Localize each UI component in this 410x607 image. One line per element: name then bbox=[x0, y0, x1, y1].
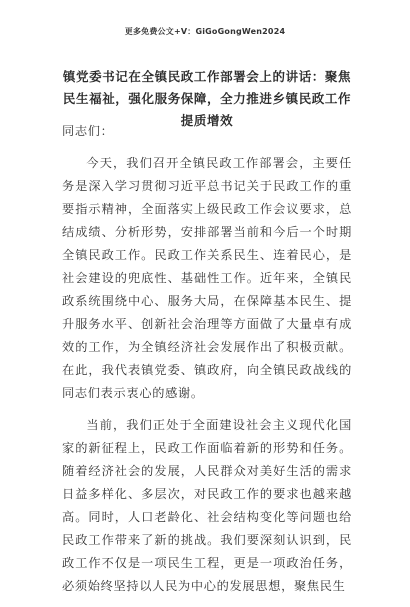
document-body bbox=[62, 120, 352, 607]
salutation: 同志们： bbox=[62, 124, 114, 138]
header-note: 更多免费公文+V：GiGoGongWen2024 bbox=[124, 27, 286, 36]
document-title: 镇党委书记在全镇民政工作部署会上的讲话：聚焦民生福祉，强化服务保障，全力推进乡镇民政工作提质增效 bbox=[62, 69, 352, 128]
paragraph: 当前，我们正处于全面建设社会主义现代化国家的新征程上，民政工作面临着新的形势和任务。随着经济社会的发展，人民群众对美好生活的需求日益多样化、多层次，对民政工作的要求也越来越高。同时，人口老龄化、社会结构变化等问题也给民政工作带来了新的挑战。我们要深刻认识到，民政工作不仅是一项民生工程，更是一项政治任务，必须始终坚持以人民为中心的发展思想，聚焦民生 bbox=[62, 418, 352, 593]
paragraph: 今天，我们召开全镇民政工作部署会，主要任务是深入学习贯彻习近平总书记关于民政工作的重要指示精神，全面落实上级民政工作会议要求，总结成绩、分析形势，安排部署当前和今后一个时期全镇民政工作。民政工作关系民生、连着民心，是社会建设的兜底性、基础性工作。近年来，全镇民政系统围绕中心、服务大局，在保障基本民生、提升服务水平、创新社会治理等方面做了大量卓有成效的工作，为全镇经济社会发展作出了积极贡献。在此，我代表镇党委、镇政府，向全镇民政战线的同志们表示衷心的感谢。 bbox=[62, 156, 352, 400]
